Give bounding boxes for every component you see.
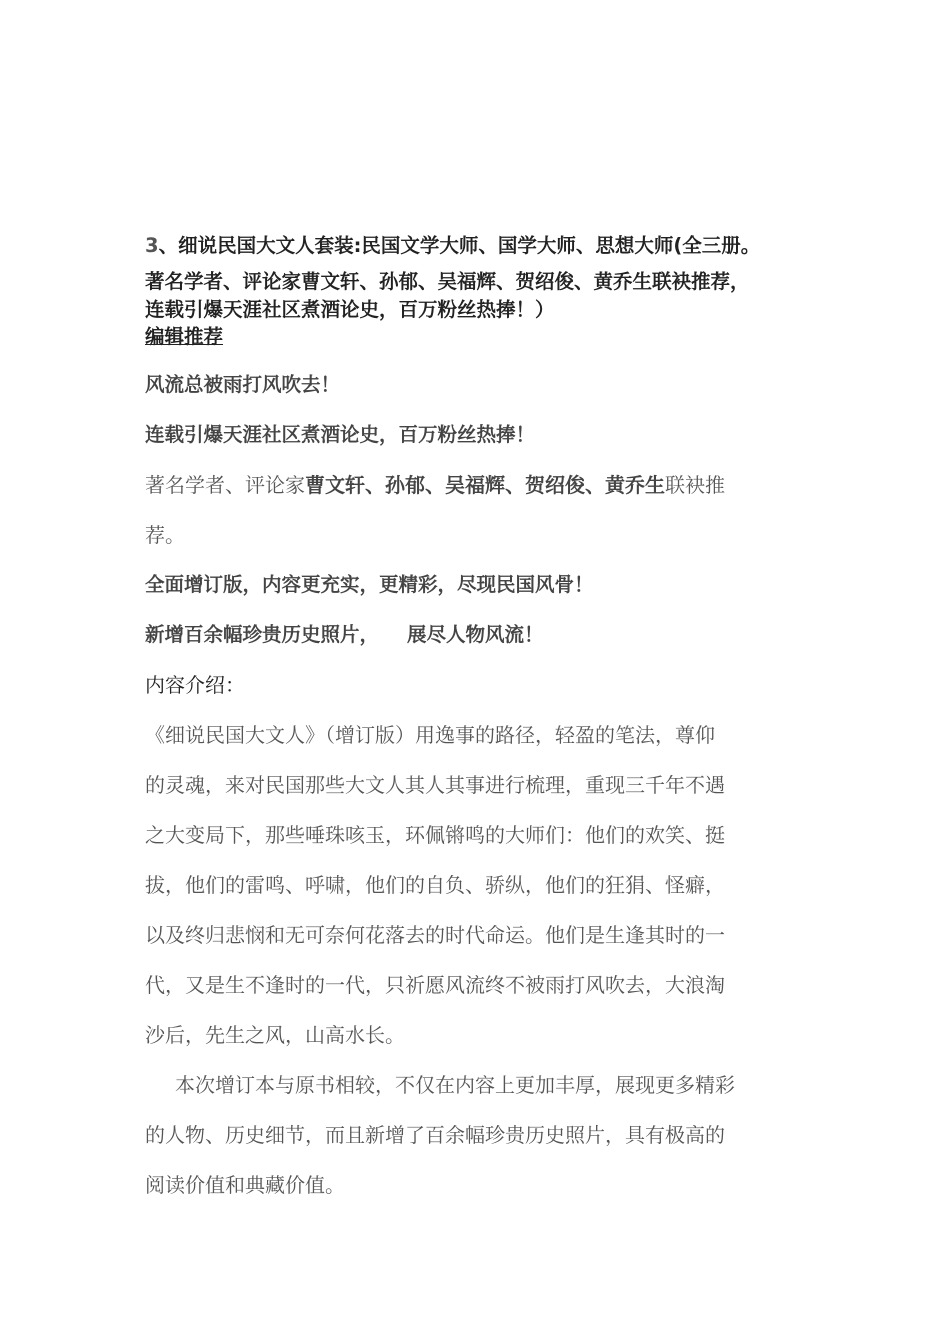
intro-line: 之大变局下，那些唾珠咳玉，环佩锵鸣的大师们：他们的欢笑、挺 [145,823,725,847]
revision-line: 本次增订本与原书相较，不仅在内容上更加丰厚，展现更多精彩 [175,1073,735,1097]
revision-line: 阅读价值和典藏价值。 [145,1173,345,1197]
tagline-photos [145,610,815,660]
tagline-endorsement-cont: 荐。 [145,523,185,547]
tagline-photos-b: 展尽人物风流！ [407,623,544,646]
tagline-wind: 风流总被雨打风吹去！ [145,373,341,396]
intro-line: 代，又是生不逢时的一代，只祈愿风流终不被雨打风吹去，大浪淘 [145,973,725,997]
tagline-revised: 全面增订版，内容更充实，更精彩，尽现民国风骨！ [145,573,594,596]
intro-line: 沙后，先生之风，山高水长。 [145,1023,405,1047]
endorser-names: 曹文轩、孙郁、吴福辉、贺绍俊、黄乔生 [305,473,665,497]
tagline-endorsement [145,460,815,510]
item-number: 3 [145,234,159,257]
intro-line: 拔，他们的雷鸣、呼啸，他们的自负、骄纵，他们的狂狷、怪癖， [145,873,725,897]
document-page [145,232,815,1210]
revision-paragraph [145,1060,815,1210]
intro-paragraph [145,710,815,1060]
book-title-line2: 著名学者、评论家曹文轩、孙郁、吴福辉、贺绍俊、黄乔生联袂推荐， [145,270,750,293]
intro-line: 《细说民国大文人》（增订版）用逸事的路径，轻盈的笔法，尊仰 [145,723,715,747]
tagline-photos-a: 新增百余幅珍贵历史照片， [145,623,380,646]
book-title-line3: 连载引爆天涯社区煮酒论史，百万粉丝热捧！） [145,298,555,321]
book-title-text: 、细说民国大文人套装:民国文学大师、国学大师、思想大师(全三册。 [158,234,761,257]
intro-line: 以及终归悲悯和无可奈何花落去的时代命运。他们是生逢其时的一 [145,923,725,947]
endorsement-suffix: 联袂推 [665,473,725,497]
revision-line: 的人物、历史细节，而且新增了百余幅珍贵历史照片，具有极高的 [145,1123,725,1147]
intro-line: 的灵魂，来对民国那些大文人其人其事进行梳理，重现三千年不遇 [145,773,725,797]
editor-recommendation-heading: 编辑推荐 [145,325,224,348]
endorsement-prefix: 著名学者、评论家 [145,473,305,497]
intro-label: 内容介绍： [145,673,245,697]
book-title-line1 [145,232,815,260]
tagline-serialized: 连载引爆天涯社区煮酒论史，百万粉丝热捧！ [145,423,536,446]
